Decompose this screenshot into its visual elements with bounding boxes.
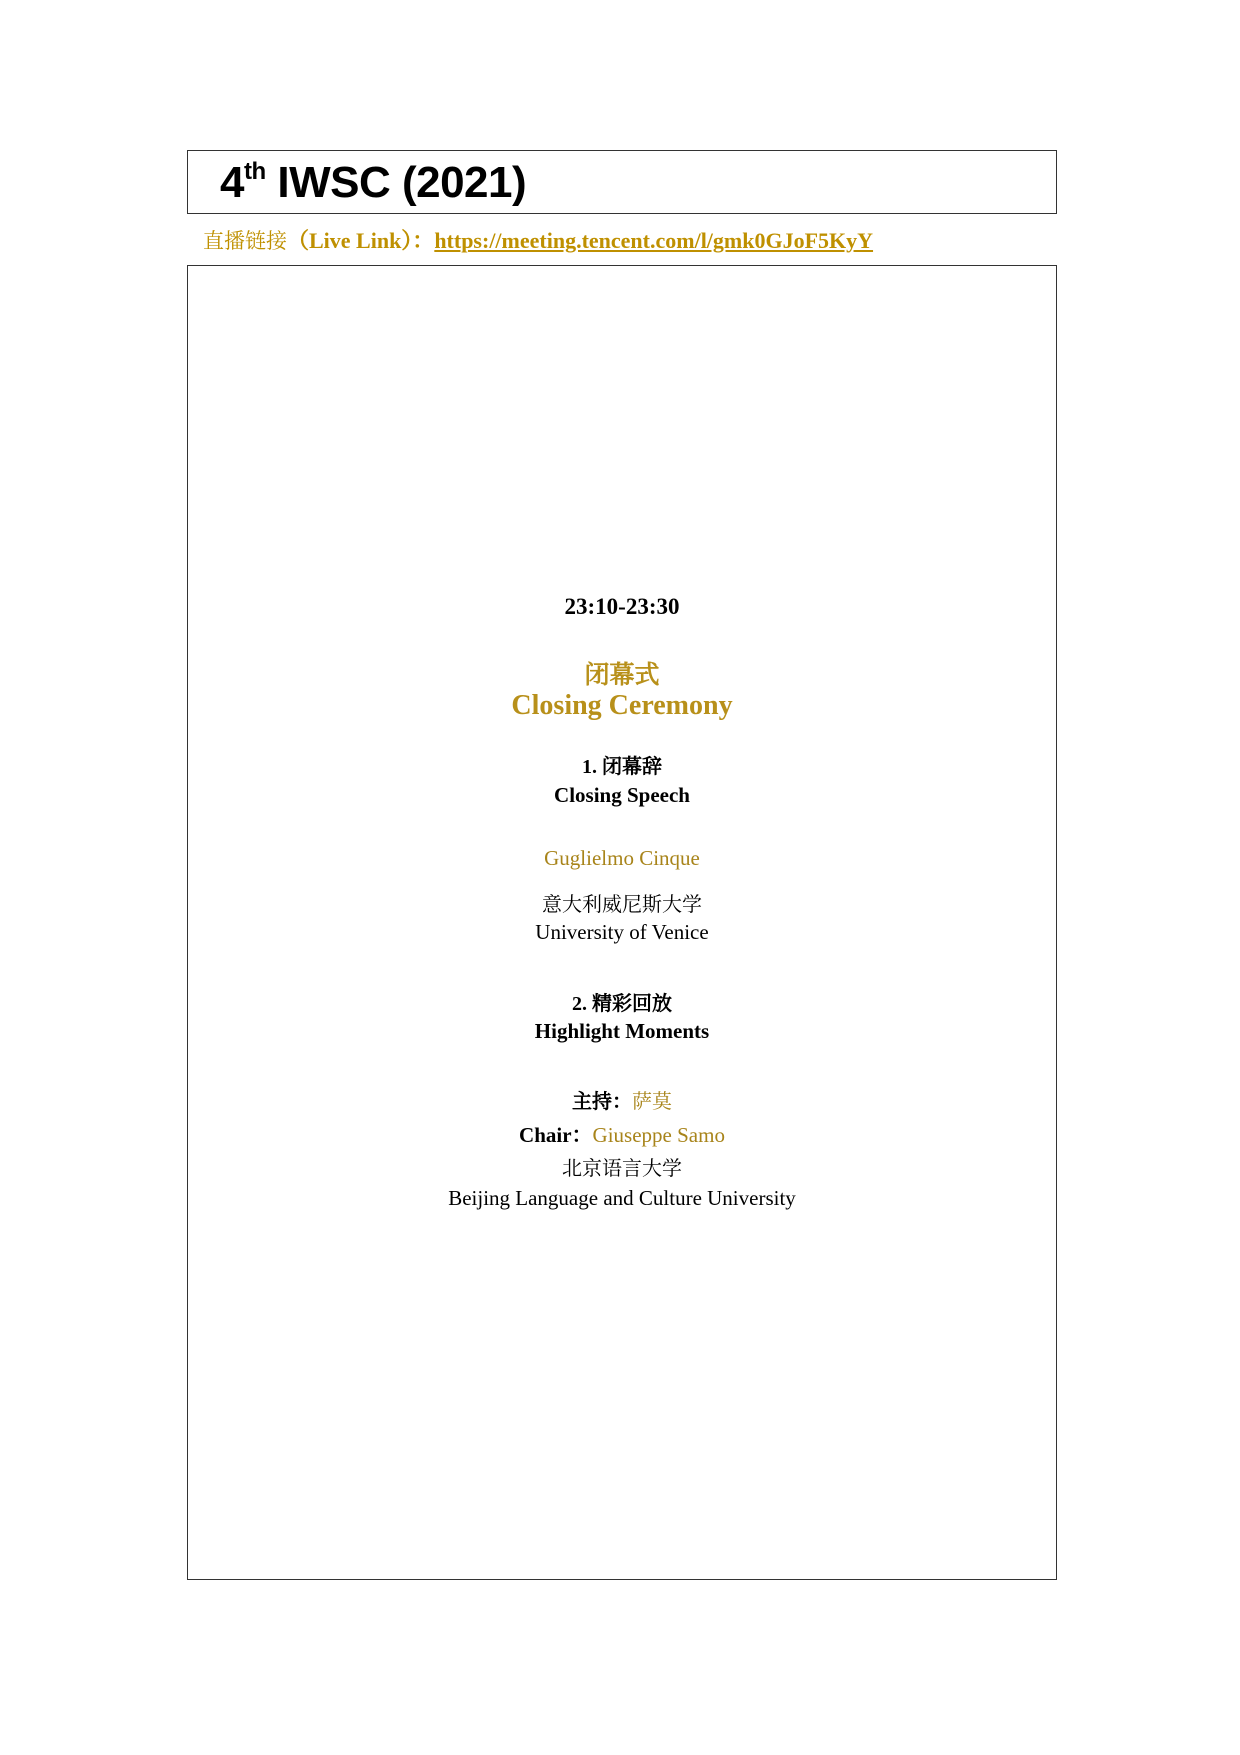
title-ordinal-suffix: th [243, 158, 266, 186]
agenda-item-1-affiliation-cn: 意大利威尼斯大学 [542, 892, 702, 916]
chair-affiliation-en: Beijing Language and Culture University [448, 1186, 796, 1210]
live-link-label-en: （Live Link）： [287, 228, 435, 253]
session-title-en: Closing Ceremony [511, 690, 733, 721]
chair-label-cn: 主持： [572, 1089, 632, 1113]
title-rest: IWSC (2021) [265, 158, 527, 207]
live-link-url[interactable]: https://meeting.tencent.com/l/gmk0GJoF5KyY [434, 228, 874, 253]
chair-line-en [188, 1119, 1056, 1149]
agenda-item-1-number: 1. [582, 756, 597, 778]
agenda-item-1-title-en: Closing Speech [554, 783, 690, 807]
agenda-item-2-number: 2. [572, 993, 587, 1015]
chair-affiliation-cn: 北京语言大学 [562, 1156, 682, 1180]
agenda-item-2-heading-cn [188, 987, 1056, 1016]
agenda-item-2-title-en: Highlight Moments [534, 1019, 710, 1043]
agenda-item-1-heading-cn [188, 750, 1056, 779]
session-time: 23:10-23:30 [564, 594, 680, 619]
live-link-line [203, 227, 873, 255]
agenda-item-1-speaker: Guglielmo Cinque [544, 846, 700, 870]
conference-header [187, 150, 1057, 214]
chair-line-cn [188, 1085, 1056, 1114]
title-prefix: 4 [220, 158, 244, 207]
session-title-cn: 闭幕式 [584, 660, 660, 689]
session-box [187, 265, 1057, 1580]
live-link-label-cn: 直播链接 [203, 229, 287, 253]
chair-name-en: Giuseppe Samo [592, 1123, 725, 1147]
conference-title [220, 159, 526, 207]
chair-name-cn: 萨莫 [632, 1089, 672, 1113]
agenda-item-1-title-cn: 闭幕辞 [602, 754, 662, 778]
chair-label-en: Chair： [519, 1123, 593, 1147]
agenda-item-1-affiliation-en: University of Venice [535, 920, 709, 944]
agenda-item-2-title-cn: 精彩回放 [592, 991, 672, 1015]
